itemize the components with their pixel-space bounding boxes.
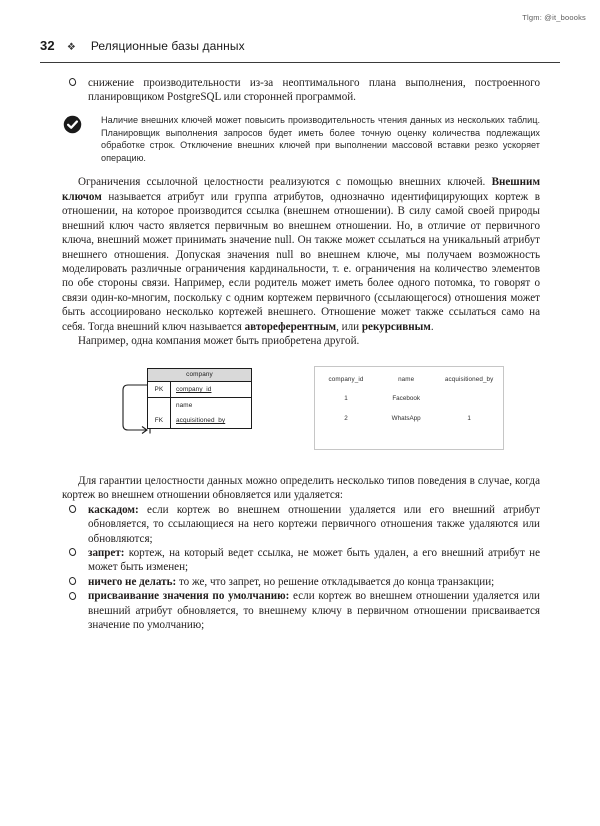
entity-key-label: FK — [148, 413, 171, 428]
entity-attribute-text: company_id — [176, 386, 212, 394]
entity-attribute — [171, 382, 251, 397]
hollow-circle-bullet-icon — [68, 504, 77, 513]
cell-company-id: 2 — [344, 414, 348, 422]
cell-company-id: 1 — [344, 394, 348, 402]
entity-attribute-text: name — [176, 402, 193, 410]
sample-data-table — [314, 366, 504, 450]
cell-acquisitioned-by — [435, 395, 503, 415]
term-self-referencing: автореферентным — [244, 320, 337, 333]
hollow-circle-bullet-icon — [68, 591, 77, 600]
note-callout — [62, 114, 540, 164]
entity-row — [148, 398, 251, 413]
entity-attribute-text: acquisitioned_by — [176, 417, 226, 425]
paragraph-text-a: Ограничения ссылочной целостности реализуются с помощью внешних ключей. — [78, 176, 492, 189]
paragraph-text-d: . — [430, 320, 434, 333]
list-item-text: если кортеж во внешнем отношении удаляется или внешний атрибут обновляется, то внешнему ключу в первичном отношении присваивается значение по умолчанию; — [88, 590, 540, 632]
hollow-circle-bullet-icon — [68, 547, 77, 556]
entity-row — [148, 413, 251, 428]
cell-acquisitioned-by: 1 — [467, 414, 471, 422]
paragraph-text-c: , или — [336, 320, 362, 333]
header-rule — [40, 62, 560, 63]
top-bullet-list — [62, 76, 540, 105]
term-recursive: рекурсивным — [361, 320, 431, 333]
list-item-term: ничего не делать: — [88, 575, 177, 588]
chapter-title: Реляционные базы данных — [90, 39, 245, 53]
list-item-term: присваивание значения по умолчанию: — [88, 590, 290, 603]
entity-attribute — [171, 413, 251, 428]
entity-box-company — [147, 368, 252, 429]
entity-row — [148, 382, 251, 398]
paragraph-text-b: называется атрибут или группа атрибутов, однозначно идентифицирующих кортеж в отношении, на которое производится ссылка (внешнем отношении). В силу самой своей природы внешний ключ часто является первичным во внешнем отношении. Но, в отличие от первичного ключа, внешний может принимать значение null. Он также может ссылаться на уникальный атрибут внешнего отношения. Допуская значения null во внешнем ключе, мы получаем возможность моделировать различные ограничения кардинальности, т. е. ограничения на количество элементов по обе стороны связи. Например, если родитель может иметь более одного потомка, то говорят о связи один-ко-многим, поскольку с одним кортежем первичного (ссылающегося) отношения может быть ассоциировано несколько кортежей внешнего. Отношение может также ссылаться само на себя. Тогда внешний ключ называется — [62, 190, 540, 333]
behaviour-bullet-list — [62, 503, 540, 633]
entity-attribute — [171, 398, 251, 413]
entity-title: company — [148, 369, 251, 382]
entity-key-label — [148, 398, 171, 413]
list-item-text: то же, что запрет, но решение откладывается до конца транзакции; — [176, 575, 495, 588]
table-header-row — [315, 376, 503, 395]
list-item — [62, 503, 540, 546]
diamond-icon: ❖ — [66, 42, 76, 53]
note-callout-text: Наличие внешних ключей может повысить производительность чтения данных из нескольких таблиц. Планировщик выполнения запросов будет иметь более точную оценку количества подлежащих обработке строк. Отключение внешних ключей при выполнении массовой вставки резко ускоряет операцию. — [101, 114, 540, 163]
term-foreign-key: Внешним ключом — [62, 176, 540, 203]
cell-name: Facebook — [392, 394, 420, 402]
list-item — [62, 76, 540, 105]
list-item-text: снижение производительности из-за неоптимального плана выполнения, построенного планировщиком PostgreSQL или сторонней программой. — [88, 77, 540, 104]
list-item — [62, 589, 540, 632]
entity-key-label: PK — [148, 382, 171, 397]
page-content — [62, 76, 540, 633]
table-row — [315, 395, 503, 415]
list-item-text: если кортеж во внешнем отношении удаляется или его внешний атрибут обновляется, то ссылающиеся на него кортежи первичного отношения также удаляются или обновляются; — [88, 503, 540, 545]
check-circle-icon — [63, 115, 82, 134]
paragraph-foreign-keys — [62, 175, 540, 334]
paragraph-integrity-behaviours: Для гарантии целостности данных можно определить несколько типов поведения в случае, когда кортеж во внешнем отношении обновляется или удаляется: — [62, 474, 540, 502]
column-header-name: name — [398, 375, 415, 383]
hollow-circle-bullet-icon — [68, 77, 77, 86]
list-item-term: каскадом: — [88, 503, 139, 516]
page-number: 32 — [40, 38, 55, 53]
table-row — [315, 415, 503, 435]
column-header-company-id: company_id — [328, 375, 364, 383]
list-item-term: запрет: — [88, 546, 125, 559]
watermark-text: Tlgm: @it_boooks — [522, 13, 586, 22]
list-item-text: кортеж, на который ведет ссылка, не может быть удален, а его внешний атрибут не может быть изменен; — [88, 546, 540, 574]
list-item — [62, 575, 540, 589]
figure-company-self-reference — [62, 364, 540, 456]
cell-name: WhatsApp — [391, 414, 421, 422]
column-header-acquisitioned-by: acquisitioned_by — [444, 375, 494, 383]
paragraph-example-intro: Например, одна компания может быть приобретена другой. — [78, 335, 360, 348]
hollow-circle-bullet-icon — [68, 576, 77, 585]
running-head — [40, 38, 560, 64]
list-item — [62, 546, 540, 575]
